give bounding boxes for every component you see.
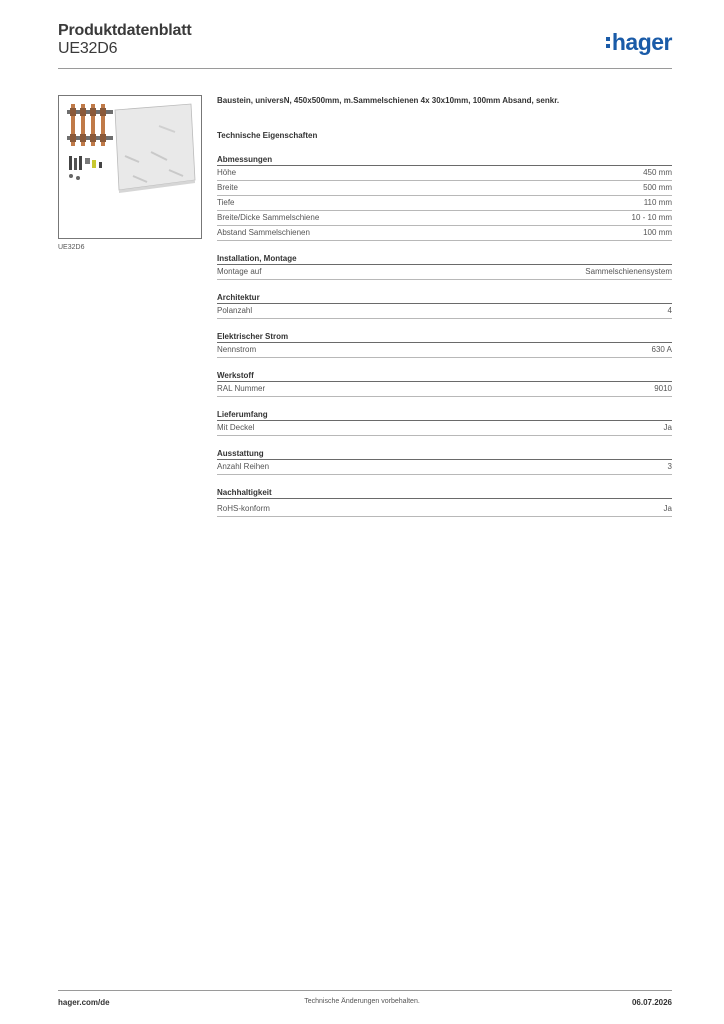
group-title: Nachhaltigkeit bbox=[217, 487, 672, 499]
group-scope-of-delivery bbox=[217, 409, 672, 436]
spec-label: Anzahl Reihen bbox=[217, 462, 270, 471]
spec-row bbox=[217, 166, 672, 181]
header-divider bbox=[58, 68, 672, 69]
product-content bbox=[217, 95, 672, 517]
spec-row bbox=[217, 343, 672, 358]
spec-value: 3 bbox=[667, 462, 672, 471]
logo-dots-icon bbox=[606, 37, 610, 48]
spec-row bbox=[217, 196, 672, 211]
logo-text: hager bbox=[611, 29, 672, 55]
spec-label: Mit Deckel bbox=[217, 423, 255, 432]
group-title: Elektrischer Strom bbox=[217, 331, 672, 343]
group-electric-current bbox=[217, 331, 672, 358]
spec-label: Tiefe bbox=[217, 198, 235, 207]
group-title: Architektur bbox=[217, 292, 672, 304]
group-architecture bbox=[217, 292, 672, 319]
spec-value: 630 A bbox=[651, 345, 672, 354]
spec-value: 450 mm bbox=[643, 168, 672, 177]
spec-value: 10 - 10 mm bbox=[631, 213, 672, 222]
group-title: Installation, Montage bbox=[217, 253, 672, 265]
group-installation bbox=[217, 253, 672, 280]
spec-value: 110 mm bbox=[643, 198, 672, 207]
spec-label: RoHS-konform bbox=[217, 504, 270, 513]
spec-row bbox=[217, 226, 672, 241]
spec-value: 4 bbox=[667, 306, 672, 315]
spec-label: Polanzahl bbox=[217, 306, 253, 315]
spec-label: Höhe bbox=[217, 168, 237, 177]
group-equipment bbox=[217, 448, 672, 475]
spec-label: Montage auf bbox=[217, 267, 262, 276]
spec-label: Breite/Dicke Sammelschiene bbox=[217, 213, 320, 222]
spec-row bbox=[217, 304, 672, 319]
spec-label: Nennstrom bbox=[217, 345, 257, 354]
cover-plate bbox=[115, 104, 195, 193]
product-description: Baustein, universN, 450x500mm, m.Sammelschienen 4x 30x10mm, 100mm Absand, senkr. bbox=[217, 96, 560, 105]
group-title: Abmessungen bbox=[217, 154, 672, 166]
spec-value: Sammelschienensystem bbox=[585, 267, 672, 276]
spec-label: Breite bbox=[217, 183, 238, 192]
spec-value: Ja bbox=[663, 504, 672, 513]
spec-label: Abstand Sammelschienen bbox=[217, 228, 310, 237]
document-title: Produktdatenblatt bbox=[58, 22, 192, 39]
spec-value: 9010 bbox=[654, 384, 672, 393]
spec-value: Ja bbox=[663, 423, 672, 432]
image-caption: UE32D6 bbox=[58, 244, 85, 251]
spec-value: 100 mm bbox=[643, 228, 672, 237]
group-sustainability bbox=[217, 487, 672, 517]
group-title: Ausstattung bbox=[217, 448, 672, 460]
group-material bbox=[217, 370, 672, 397]
footer-date: 06.07.2026 bbox=[631, 998, 672, 1007]
spec-row bbox=[217, 211, 672, 226]
hager-logo[interactable] bbox=[606, 29, 672, 55]
group-title: Lieferumfang bbox=[217, 409, 672, 421]
busbar-frame bbox=[67, 104, 113, 146]
spec-row bbox=[217, 265, 672, 280]
spec-row bbox=[217, 460, 672, 475]
spec-row bbox=[217, 501, 672, 517]
spec-label: RAL Nummer bbox=[217, 384, 266, 393]
footer-divider bbox=[58, 990, 672, 991]
group-dimensions bbox=[217, 154, 672, 241]
product-code-title: UE32D6 bbox=[58, 40, 118, 57]
group-title: Werkstoff bbox=[217, 370, 672, 382]
spec-row bbox=[217, 181, 672, 196]
spec-row bbox=[217, 382, 672, 397]
footer-website-link[interactable]: hager.com/de bbox=[58, 998, 110, 1007]
spec-value: 500 mm bbox=[643, 183, 672, 192]
accessory-parts bbox=[69, 156, 102, 180]
spec-row bbox=[217, 421, 672, 436]
technical-properties-heading: Technische Eigenschaften bbox=[217, 131, 318, 140]
footer-notice: Technische Änderungen vorbehalten. bbox=[304, 998, 420, 1005]
product-image bbox=[58, 95, 202, 239]
page-header bbox=[58, 20, 672, 70]
product-illustration bbox=[59, 96, 201, 238]
